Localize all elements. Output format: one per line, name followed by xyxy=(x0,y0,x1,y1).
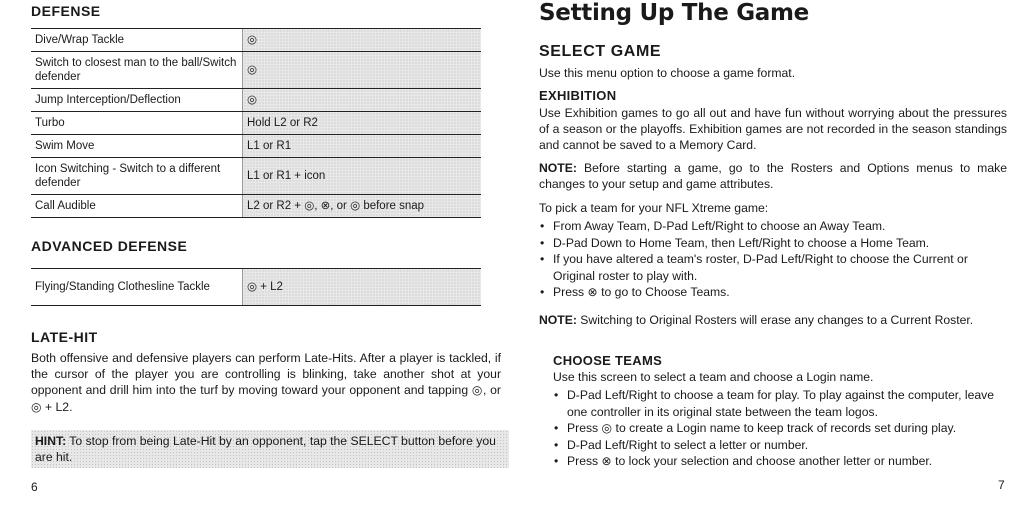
list-item: • If you have altered a team's roster, D-Pad Left/Right to choose the Current or Original roster to play with. xyxy=(539,251,1009,284)
exhibition-text: Use Exhibition games to go all out and have fun without worrying about the pressures of a season or the playoffs. Exhibition games are not recorded in the season standings and cannot be saved to a Memory Card. xyxy=(539,106,1007,153)
control-cell: ◎ xyxy=(243,29,482,52)
late-hit-paragraph: Both offensive and defensive players can perform Late-Hits. After a player is tackled, if the cursor of the player you are controlling is blinking, take another shot at your opponent and drill him into the turf by moving toward your opponent and tapping ◎, or ◎ + L2. xyxy=(31,351,501,414)
control-cell: L2 or R2 + ◎, ⊗, or ◎ before snap xyxy=(243,195,482,218)
note-text: Before starting a game, go to the Rosters and Options menus to make changes to your setup and game attributes. xyxy=(539,161,1007,192)
right-page xyxy=(513,0,1026,511)
action-cell: Jump Interception/Deflection xyxy=(31,89,243,112)
table-row xyxy=(31,135,481,158)
control-cell: ◎ xyxy=(243,89,482,112)
note-label: NOTE: xyxy=(539,313,577,327)
choose-teams-heading: CHOOSE TEAMS xyxy=(553,353,663,368)
control-cell: ◎ + L2 xyxy=(243,269,482,306)
table-row xyxy=(31,89,481,112)
action-cell: Icon Switching - Switch to a different defender xyxy=(31,158,243,195)
table-row xyxy=(31,29,481,52)
action-cell: Dive/Wrap Tackle xyxy=(31,29,243,52)
control-cell: Hold L2 or R2 xyxy=(243,112,482,135)
action-cell: Flying/Standing Clothesline Tackle xyxy=(31,269,243,306)
action-cell: Switch to closest man to the ball/Switch defender xyxy=(31,52,243,89)
select-game-text: Use this menu option to choose a game format. xyxy=(539,66,796,80)
hint-box xyxy=(31,430,509,468)
note-exhibition xyxy=(539,160,1007,192)
table-row xyxy=(31,112,481,135)
choose-teams-list xyxy=(553,387,1009,470)
advanced-defense-heading: ADVANCED DEFENSE xyxy=(31,238,188,254)
table-row xyxy=(31,195,481,218)
action-cell: Swim Move xyxy=(31,135,243,158)
pick-team-list xyxy=(539,218,1009,301)
control-cell: ◎ xyxy=(243,52,482,89)
pick-team-intro: To pick a team for your NFL Xtreme game: xyxy=(539,201,769,215)
table-row xyxy=(31,52,481,89)
list-item: • D-Pad Down to Home Team, then Left/Right to choose a Home Team. xyxy=(539,235,1009,252)
control-cell: L1 or R1 + icon xyxy=(243,158,482,195)
defense-table xyxy=(31,28,481,218)
list-item: • From Away Team, D-Pad Left/Right to choose an Away Team. xyxy=(539,218,1009,235)
note-text: Switching to Original Rosters will erase any changes to a Current Roster. xyxy=(576,313,974,327)
late-hit-heading: LATE-HIT xyxy=(31,329,98,345)
control-cell: L1 or R1 xyxy=(243,135,482,158)
hint-label: HINT: xyxy=(35,434,67,448)
page-number: 7 xyxy=(998,478,1005,492)
defense-heading: DEFENSE xyxy=(31,3,101,19)
note-label: NOTE: xyxy=(539,161,577,175)
choose-teams-text: Use this screen to select a team and choose a Login name. xyxy=(553,370,874,384)
advanced-defense-table xyxy=(31,268,481,306)
exhibition-heading: EXHIBITION xyxy=(539,88,617,103)
table-row xyxy=(31,269,481,306)
select-game-heading: SELECT GAME xyxy=(539,43,662,60)
list-item: • Press ⊗ to lock your selection and choose another letter or number. xyxy=(553,453,1009,470)
list-item: • Press ◎ to create a Login name to keep track of records set during play. xyxy=(553,420,1009,437)
table-row xyxy=(31,158,481,195)
list-item: • D-Pad Left/Right to choose a team for play. To play against the computer, leave one controller in its original state between the team logos. xyxy=(553,387,1009,420)
list-item: • Press ⊗ to go to Choose Teams. xyxy=(539,284,1009,301)
action-cell: Call Audible xyxy=(31,195,243,218)
hint-text: To stop from being Late-Hit by an opponent, tap the SELECT button before you are hit. xyxy=(35,434,496,464)
action-cell: Turbo xyxy=(31,112,243,135)
list-item: • D-Pad Left/Right to select a letter or number. xyxy=(553,437,1009,454)
page-title: Setting Up The Game xyxy=(539,0,809,26)
note-rosters xyxy=(539,312,1007,328)
page-number: 6 xyxy=(31,480,38,494)
